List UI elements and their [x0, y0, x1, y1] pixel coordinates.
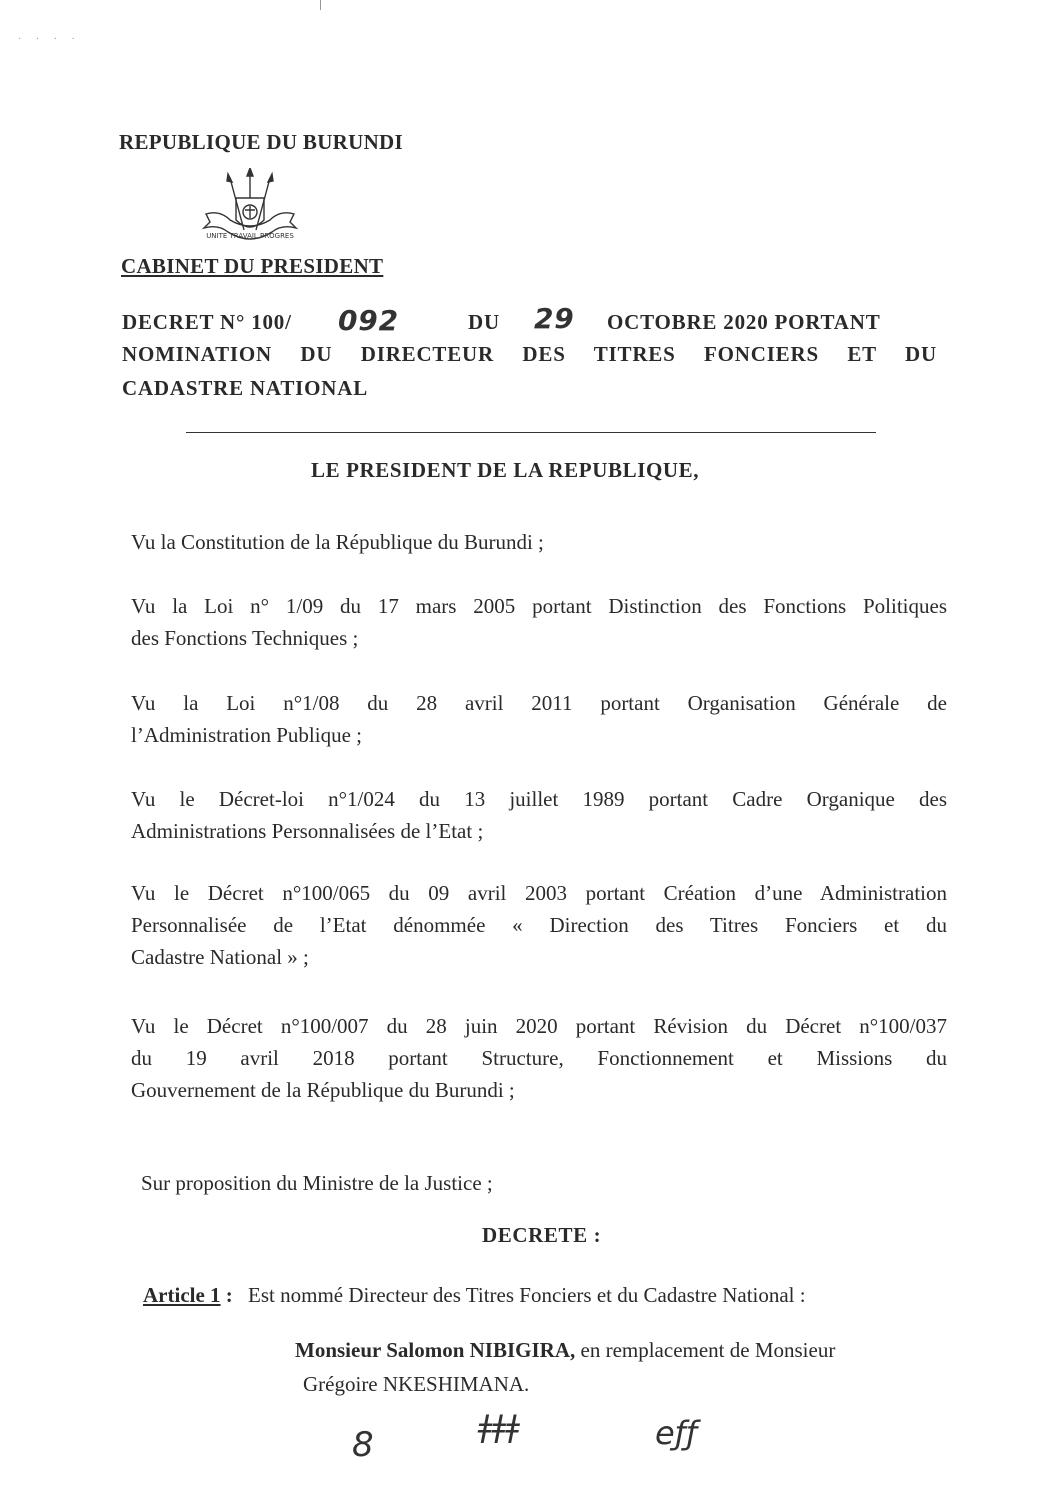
- emblem-motto: UNITE TRAVAIL PROGRES: [206, 232, 294, 240]
- consideration-line: Administrations Personnalisées de l’Etat ;: [131, 819, 484, 843]
- consideration-line: Vu le Décret-loi n°1/024 du 13 juillet 1989 portant Cadre Organique des: [131, 787, 947, 811]
- consideration-line: Vu la Loi n° 1/09 du 17 mars 2005 portant Distinction des Fonctions Politiques: [131, 594, 947, 618]
- republic-header: REPUBLIQUE DU BURUNDI: [119, 130, 403, 154]
- cabinet-header: CABINET DU PRESIDENT: [121, 254, 384, 278]
- decree-title-line2: NOMINATION DU DIRECTEUR DES TITRES FONCIERS ET DU: [122, 342, 937, 366]
- coat-of-arms-icon: [200, 168, 300, 260]
- decrete-heading: DECRETE :: [482, 1223, 602, 1247]
- consideration-5: [131, 877, 947, 973]
- decree-day-handwritten: 29: [534, 302, 575, 335]
- consideration-line: Vu la Constitution de la République du Burundi ;: [131, 530, 544, 554]
- consideration-3: [131, 687, 947, 751]
- consideration-line: des Fonctions Techniques ;: [131, 626, 359, 650]
- consideration-line: l’Administration Publique ;: [131, 723, 362, 747]
- proposal-text: Sur proposition du Ministre de la Justice ;: [141, 1171, 493, 1195]
- consideration-line: Vu le Décret n°100/065 du 09 avril 2003 portant Création d’une Administration: [131, 881, 947, 905]
- article-1-colon: :: [220, 1283, 233, 1307]
- consideration-line: Personnalisée de l’Etat dénommée « Direction des Titres Fonciers et du: [131, 913, 947, 937]
- proposal: [141, 1167, 957, 1199]
- consideration-line: Cadastre National » ;: [131, 945, 309, 969]
- consideration-4: [131, 783, 947, 847]
- article-1-appointee: [295, 1333, 955, 1401]
- consideration-2: [131, 590, 947, 654]
- consideration-line: du 19 avril 2018 portant Structure, Fonctionnement et Missions du: [131, 1046, 947, 1070]
- decree-prefix: DECRET N° 100/: [122, 310, 292, 334]
- decree-line1-rest: OCTOBRE 2020 PORTANT: [607, 310, 881, 334]
- appointee-name: Monsieur Salomon NIBIGIRA,: [295, 1338, 576, 1362]
- article-1-text: Est nommé Directeur des Titres Fonciers et du Cadastre National :: [248, 1283, 806, 1307]
- consideration-line: Gouvernement de la République du Burundi ;: [131, 1078, 515, 1102]
- initial-3: eƒƒ: [655, 1414, 698, 1452]
- scan-speck: · · · ·: [18, 34, 81, 45]
- decree-title-line3: CADASTRE NATIONAL: [122, 376, 368, 400]
- initial-2: ǂǂǂ: [478, 1410, 520, 1445]
- initial-1: 8: [352, 1425, 374, 1465]
- consideration-line: Vu le Décret n°100/007 du 28 juin 2020 portant Révision du Décret n°100/037: [131, 1014, 947, 1038]
- decree-title-line1: [122, 302, 937, 342]
- replaced-name: Grégoire NKESHIMANA.: [303, 1372, 530, 1396]
- title-divider: [186, 432, 876, 433]
- decree-du: DU: [468, 310, 500, 334]
- consideration-line: Vu la Loi n°1/08 du 28 avril 2011 portant Organisation Générale de: [131, 691, 947, 715]
- article-1-label: Article 1: [143, 1283, 221, 1307]
- scan-mark: [320, 0, 321, 10]
- consideration-6: [131, 1010, 947, 1106]
- president-heading: LE PRESIDENT DE LA REPUBLIQUE,: [311, 458, 700, 482]
- decree-number-handwritten: 092: [338, 304, 399, 337]
- consideration-1: [131, 526, 947, 558]
- article-1: [143, 1283, 943, 1308]
- appointee-replacement: en remplacement de Monsieur: [575, 1338, 836, 1362]
